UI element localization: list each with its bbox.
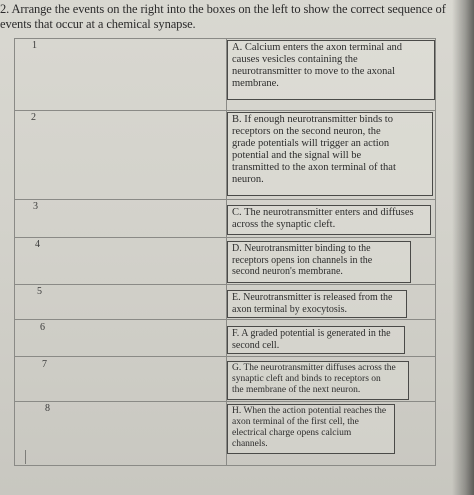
slot-number: 2 bbox=[31, 112, 36, 123]
question-text bbox=[0, 2, 470, 31]
event-text: across the synaptic cleft. bbox=[232, 219, 336, 230]
slot-number: 5 bbox=[37, 286, 42, 297]
event-text: D. Neurotransmitter binding to the bbox=[232, 243, 371, 254]
event-text: grade potentials will trigger an action bbox=[232, 138, 390, 149]
event-box-b[interactable] bbox=[227, 112, 433, 196]
event-text: G. The neurotransmitter diffuses across the bbox=[232, 363, 396, 373]
event-box-c[interactable] bbox=[227, 205, 431, 235]
event-text: second neuron's membrane. bbox=[232, 266, 343, 277]
event-text: H. When the action potential reaches the bbox=[232, 406, 387, 416]
event-text: receptors on the second neuron, the bbox=[232, 126, 381, 137]
event-text: receptors opens ion channels in the bbox=[232, 254, 373, 266]
event-text: E. Neurotransmitter is released from the bbox=[232, 292, 393, 303]
slot-number: 8 bbox=[45, 403, 50, 414]
question-line-1: 2. Arrange the events on the right into the boxes on the left to show the correct sequence of bbox=[0, 2, 446, 16]
slot-number: 4 bbox=[35, 239, 40, 250]
event-text: electrical charge opens calcium bbox=[232, 428, 352, 438]
event-text: axon terminal of the first cell, the bbox=[232, 417, 359, 427]
event-box-f[interactable] bbox=[227, 326, 405, 354]
slot-number: 6 bbox=[40, 322, 45, 333]
photo-shadow-edge bbox=[452, 0, 474, 495]
event-text: causes vesicles containing the bbox=[232, 54, 358, 65]
event-text: the membrane of the next neuron. bbox=[232, 385, 361, 395]
event-box-e[interactable] bbox=[227, 290, 407, 318]
event-text: C. The neurotransmitter enters and diffuses bbox=[232, 207, 414, 218]
event-text: potential and the signal will be bbox=[232, 150, 362, 161]
slot-number: 7 bbox=[42, 359, 47, 370]
event-text: F. A graded potential is generated in the bbox=[232, 328, 391, 339]
event-text: channels. bbox=[232, 439, 268, 449]
event-text: neuron. bbox=[232, 174, 264, 185]
question-line-2: events that occur at a chemical synapse. bbox=[0, 16, 196, 31]
event-text: transmitted to the axon terminal of that bbox=[232, 162, 396, 173]
event-text: synaptic cleft and binds to receptors on bbox=[232, 374, 381, 384]
event-box-g[interactable] bbox=[227, 361, 409, 400]
event-text: membrane. bbox=[232, 78, 279, 89]
event-text: neurotransmitter to move to the axonal bbox=[232, 66, 395, 77]
event-box-a[interactable] bbox=[227, 40, 435, 100]
event-text: A. Calcium enters the axon terminal and bbox=[232, 42, 402, 53]
event-text: second cell. bbox=[232, 339, 280, 351]
event-text: axon terminal by exocytosis. bbox=[232, 303, 347, 315]
slot-number: 1 bbox=[32, 40, 37, 51]
event-box-d[interactable] bbox=[227, 241, 411, 283]
event-text: B. If enough neurotransmitter binds to bbox=[232, 114, 393, 125]
table-mark bbox=[25, 450, 26, 464]
slot-number: 3 bbox=[33, 201, 38, 212]
event-box-h[interactable] bbox=[227, 404, 395, 454]
